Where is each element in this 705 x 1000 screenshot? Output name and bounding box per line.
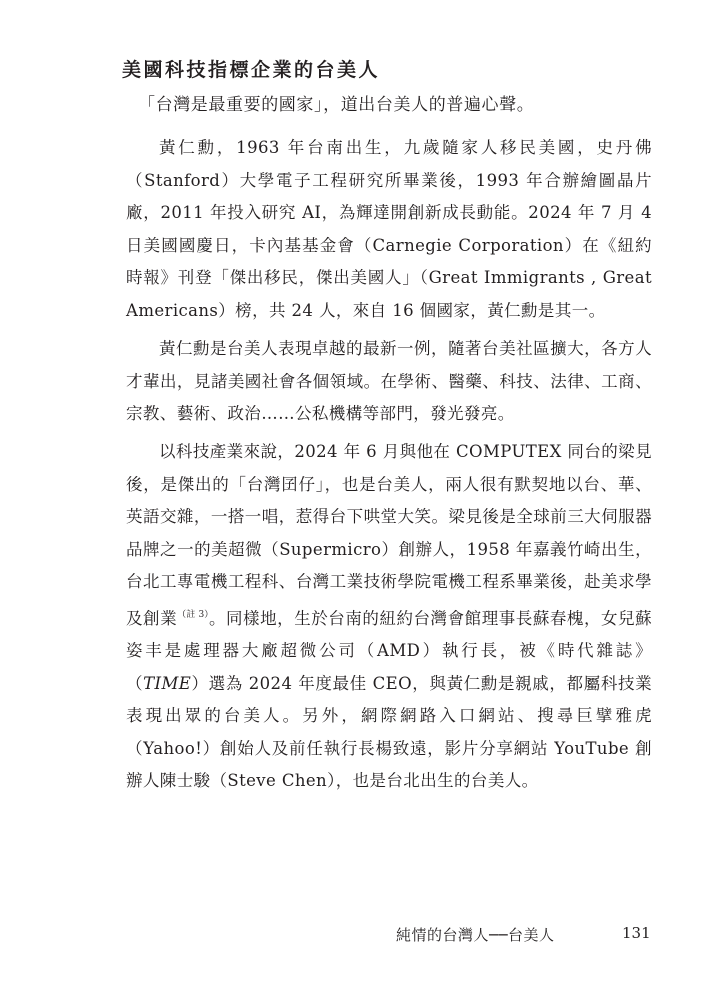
paragraph-text: 以科技產業來說，2024 年 6 月與他在 COMPUTEX 同台的梁見後，是傑出的「台灣囝仔」，也是台美人，兩人很有默契地以台、華、英語交雜，一搭一唱，惹得台下哄堂大笑。梁見後是全球前三大伺服器品牌之一的美超微（Supermicro）創辦人，1958 年嘉義竹崎出生，台北工專電機工程科、台灣工業技術學院電機工程系畢業後，赴美求學及創業 xyxy=(126,442,652,628)
page-number: 131 xyxy=(622,924,651,942)
paragraph-text: 。同樣地，生於台南的紐約台灣會館理事長蘇春槐，女兒蘇姿丰是處理器大廠超微公司（AMD）執行長，被《時代雜誌》（ xyxy=(126,608,653,693)
lead-quote: 「台灣是最重要的國家」，道出台美人的普遍心聲。 xyxy=(138,95,535,115)
paragraph-text: ）選為 2024 年度最佳 CEO，與黃仁勳是親戚，都屬科技業表現出眾的台美人。另外，網際網路入口網站、搜尋巨擘雅虎（Yahoo!）創始人及前任執行長楊致遠，影片分享網站 YouTube 創辦人陳士駿（Steve Chen），也是台北出生的台美人。 xyxy=(126,673,652,790)
footnote-marker: （註 3） xyxy=(177,609,209,620)
section-heading: 美國科技指標企業的台美人 xyxy=(122,59,381,81)
paragraph-taiwanese-americans: 黃仁勳是台美人表現卓越的最新一例，隨著台美社區擴大，各方人才輩出，見諸美國社會各個領域。在學術、醫藥、科技、法律、工商、宗教、藝術、政治……公私機構等部門，發光發亮。 xyxy=(126,339,652,423)
paragraph-huang-jensen: 黃仁勳，1963 年台南出生，九歲隨家人移民美國，史丹佛（Stanford）大學電子工程研究所畢業後，1993 年合辦繪圖晶片廠，2011 年投入研究 AI，為輝達開創新成長動能。2024 年 7 月 4 日美國國慶日，卡內基基金會（Carnegie Corporation）在《紐約時報》刊登「傑出移民，傑出美國人」（Great Immigrants , Great Americans）榜，共 24 人，來自 16 個國家，黃仁勳是其一。 xyxy=(126,138,652,320)
paragraph-tech-industry xyxy=(126,436,652,798)
magazine-title: TIME xyxy=(143,673,192,693)
running-footer-title: 純情的台灣人──台美人 xyxy=(396,926,555,944)
